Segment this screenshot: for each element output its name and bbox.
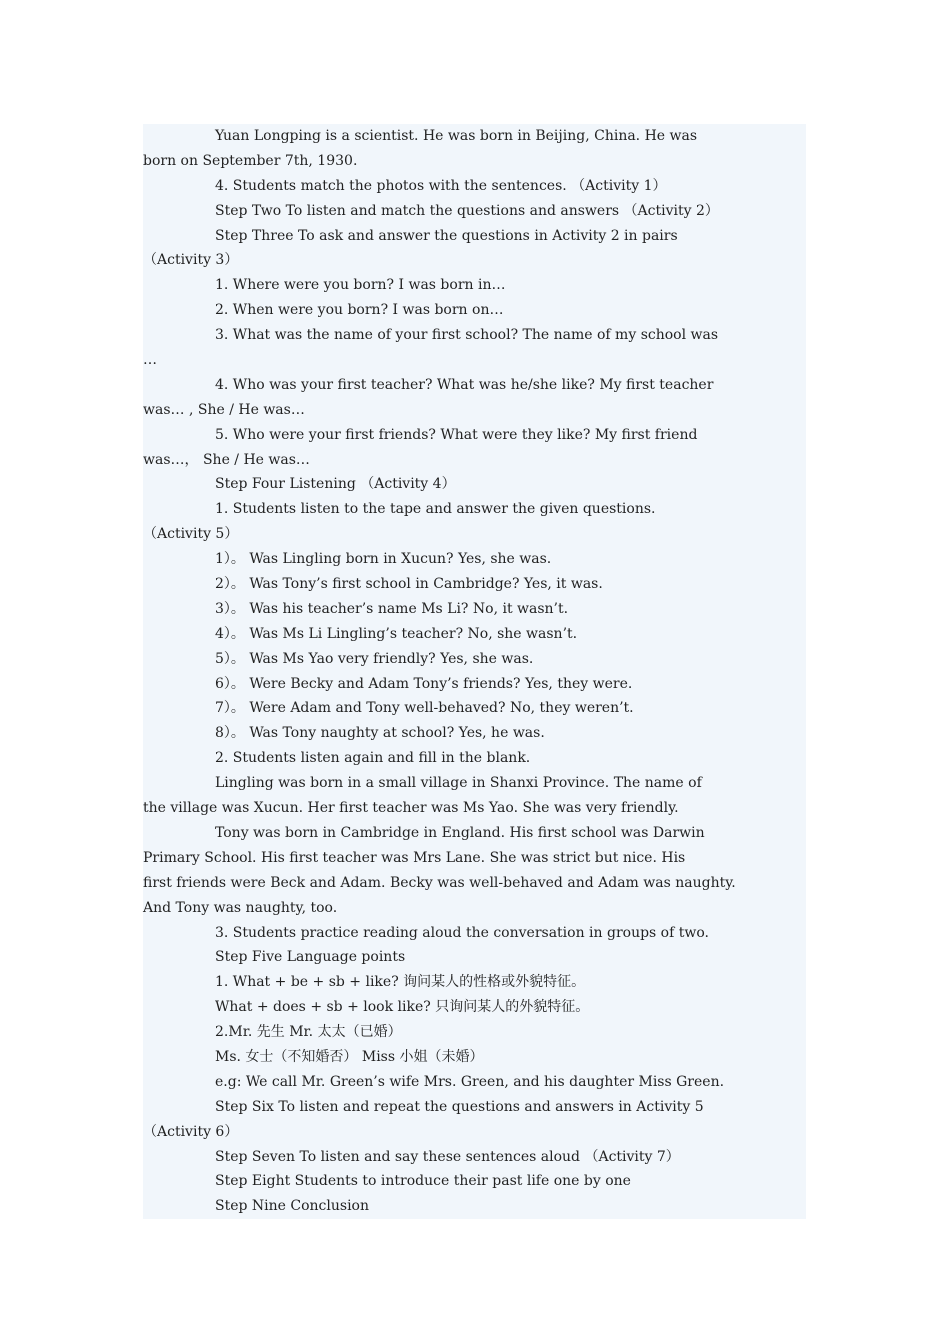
question-item: 5. Who were your first friends? What were they like? My first friend — [215, 426, 698, 443]
paragraph-line: born on September 7th, 1930. — [143, 152, 358, 169]
paragraph-line: 4. Students match the photos with the sentences. （Activity 1） — [215, 177, 667, 194]
paragraph-line: （Activity 5） — [143, 526, 239, 543]
paragraph-line: 1. What + be + sb + like? 询问某人的性格或外貌特征。 — [215, 974, 586, 991]
paragraph-line: the village was Xucun. Her first teacher was Ms Yao. She was very friendly. — [143, 800, 679, 817]
question-item: 3. What was the name of your first school? The name of my school was — [215, 327, 719, 344]
paragraph-line: 2. Students listen again and fill in the blank. — [215, 750, 531, 767]
answer-item: 5）。 Was Ms Yao very friendly? Yes, she was. — [215, 650, 534, 667]
step-heading: Step Nine Conclusion — [215, 1198, 369, 1215]
paragraph-line: Tony was born in Cambridge in England. His first school was Darwin — [215, 824, 705, 841]
question-item: 2. When were you born? I was born on… — [215, 302, 504, 319]
paragraph-line: （Activity 6） — [143, 1123, 239, 1140]
step-heading: Step Five Language points — [215, 949, 406, 966]
paragraph-line: Primary School. His first teacher was Mrs Lane. She was strict but nice. His — [143, 849, 686, 866]
paragraph-line: 2.Mr. 先生 Mr. 太太（已婚） — [215, 1024, 402, 1041]
answer-item: 3）。 Was his teacher’s name Ms Li? No, it wasn’t. — [215, 600, 569, 617]
answer-item: 1）。 Was Lingling born in Xucun? Yes, she was. — [215, 551, 552, 568]
paragraph-line: was… , She / He was… — [143, 401, 305, 418]
step-heading: Step Six To listen and repeat the questions and answers in Activity 5 — [215, 1098, 704, 1115]
paragraph-line: And Tony was naughty, too. — [143, 899, 338, 916]
paragraph-line: Lingling was born in a small village in Shanxi Province. The name of — [215, 775, 702, 792]
step-heading: Step Four Listening （Activity 4） — [215, 476, 456, 493]
paragraph-line: e.g: We call Mr. Green’s wife Mrs. Green, and his daughter Miss Green. — [215, 1073, 725, 1090]
step-heading: Step Two To listen and match the questions and answers （Activity 2） — [215, 202, 719, 219]
answer-item: 6）。 Were Becky and Adam Tony’s friends? Yes, they were. — [215, 675, 633, 692]
paragraph-line: What + does + sb + look like? 只询问某人的外貌特征。 — [215, 999, 590, 1016]
answer-item: 8）。 Was Tony naughty at school? Yes, he was. — [215, 725, 545, 742]
answer-item: 2）。 Was Tony’s first school in Cambridge? Yes, it was. — [215, 576, 603, 593]
question-item: 4. Who was your first teacher? What was he/she like? My first teacher — [215, 376, 714, 393]
question-item: 1. Where were you born? I was born in… — [215, 277, 506, 294]
step-heading: Step Eight Students to introduce their past life one by one — [215, 1173, 631, 1190]
paragraph-line: … — [143, 352, 157, 369]
paragraph-line: Ms. 女士（不知婚否） Miss 小姐（未婚） — [215, 1048, 484, 1065]
paragraph-line: was…， She / He was… — [143, 451, 310, 468]
answer-item: 7）。 Were Adam and Tony well-behaved? No, they weren’t. — [215, 700, 634, 717]
lesson-plan-text — [143, 124, 806, 1219]
step-heading: Step Three To ask and answer the questions in Activity 2 in pairs — [215, 227, 678, 244]
paragraph-line: Yuan Longping is a scientist. He was born in Beijing, China. He was — [215, 128, 698, 144]
paragraph-line: 3. Students practice reading aloud the conversation in groups of two. — [215, 924, 709, 941]
paragraph-line: （Activity 3） — [143, 252, 239, 269]
paragraph-line: 1. Students listen to the tape and answer the given questions. — [215, 501, 656, 518]
answer-item: 4）。 Was Ms Li Lingling’s teacher? No, she wasn’t. — [215, 625, 578, 642]
step-heading: Step Seven To listen and say these sentences aloud （Activity 7） — [215, 1148, 680, 1165]
paragraph-line: first friends were Beck and Adam. Becky was well-behaved and Adam was naughty. — [143, 874, 736, 891]
